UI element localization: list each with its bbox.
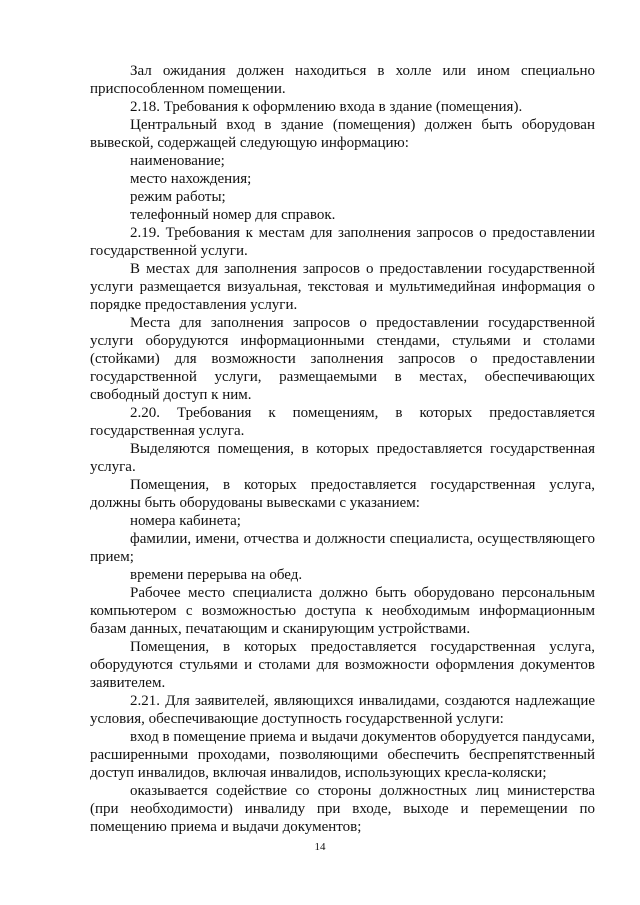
paragraph: Выделяются помещения, в которых предоставляется государственная услуга. xyxy=(90,441,595,475)
document-body xyxy=(90,62,595,836)
section-heading-2-18: 2.18. Требования к оформлению входа в здание (помещения). xyxy=(130,99,523,115)
list-item: место нахождения; xyxy=(130,171,252,187)
paragraph: В местах для заполнения запросов о предоставлении государственной услуги размещается визуальная, текстовая и мультимедийная информация о порядке предоставления услуги. xyxy=(90,261,595,313)
list-item: наименование; xyxy=(130,153,225,169)
section-heading-2-19: 2.19. Требования к местам для заполнения запросов о предоставлении государственной услуги. xyxy=(90,225,595,259)
section-heading-2-21: 2.21. Для заявителей, являющихся инвалидами, создаются надлежащие условия, обеспечивающие доступность государственной услуги: xyxy=(90,693,595,727)
list-item: телефонный номер для справок. xyxy=(130,207,336,223)
paragraph: Помещения, в которых предоставляется государственная услуга, должны быть оборудованы вывесками с указанием: xyxy=(90,477,595,511)
paragraph: Зал ожидания должен находиться в холле или ином специально приспособленном помещении. xyxy=(90,63,595,97)
list-item: фамилии, имени, отчества и должности специалиста, осуществляющего прием; xyxy=(90,531,595,565)
paragraph: Места для заполнения запросов о предоставлении государственной услуги оборудуются информационными стендами, стульями и столами (стойками) для возможности заполнения запросов о предоставлении государственной услуги, размещаемыми в местах, обеспечивающих свободный доступ к ним. xyxy=(90,315,595,403)
list-item: номера кабинета; xyxy=(130,513,241,529)
section-heading-2-20: 2.20. Требования к помещениям, в которых предоставляется государственная услуга. xyxy=(90,405,595,439)
page-number: 14 xyxy=(314,841,326,853)
list-item: вход в помещение приема и выдачи документов оборудуется пандусами, расширенными проходами, позволяющими обеспечить беспрепятственный доступ инвалидов, включая инвалидов, использующих кресла-коляски; xyxy=(90,729,595,781)
list-item: времени перерыва на обед. xyxy=(130,567,303,583)
paragraph: Рабочее место специалиста должно быть оборудовано персональным компьютером с возможностью доступа к необходимым информационным базам данных, печатающим и сканирующим устройствами. xyxy=(90,585,595,637)
paragraph: Центральный вход в здание (помещения) должен быть оборудован вывеской, содержащей следующую информацию: xyxy=(90,117,595,151)
paragraph: Помещения, в которых предоставляется государственная услуга, оборудуются стульями и столами для возможности оформления документов заявителем. xyxy=(90,639,595,691)
list-item: оказывается содействие со стороны должностных лиц министерства (при необходимости) инвалиду при входе, выходе и перемещении по помещению приема и выдачи документов; xyxy=(90,783,595,835)
list-item: режим работы; xyxy=(130,189,226,205)
